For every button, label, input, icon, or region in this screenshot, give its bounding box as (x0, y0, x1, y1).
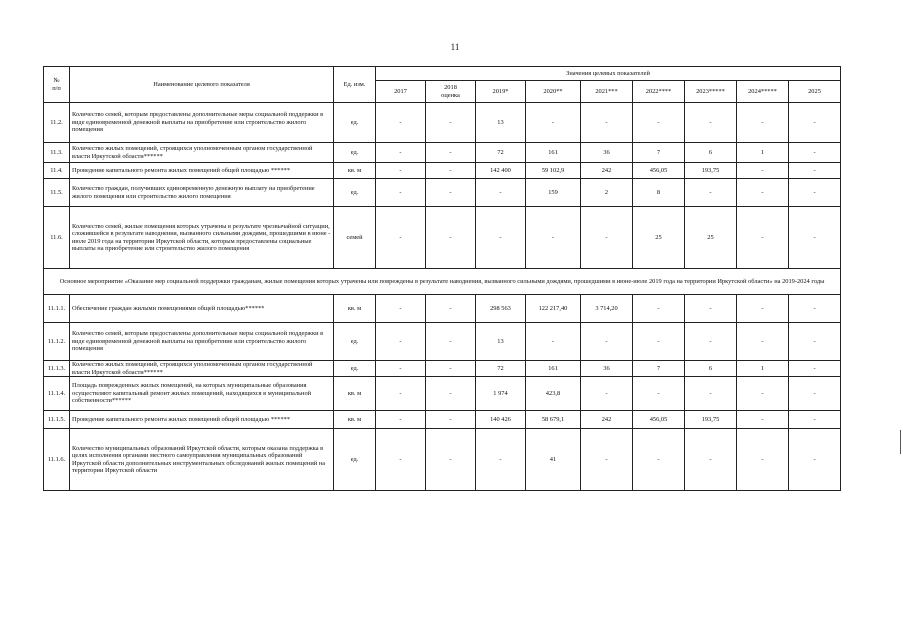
indicator-value: - (426, 295, 476, 323)
table-row (44, 361, 841, 377)
header-num: № п/п (44, 67, 70, 103)
indicator-name: Количество жилых помещений, строящихся уполномоченным органом государственной власти Иркутской области****** (70, 143, 334, 163)
header-year: 2023***** (685, 81, 737, 103)
row-number: 11.5. (44, 179, 70, 207)
header-values-title: Значения целевых показателей (376, 67, 841, 81)
unit-of-measure: ед. (334, 361, 376, 377)
indicator-value: 13 (476, 323, 526, 361)
indicator-name: Количество муниципальных образований Иркутской области, которым оказана поддержка в целях исполнения органами местного самоуправления муниципальных образований Иркутской области дополнительных инструментальных обследований жилых помещений на территории Иркутской области (70, 429, 334, 491)
indicator-value: - (685, 103, 737, 143)
indicator-value: - (376, 429, 426, 491)
indicator-value: 159 (526, 179, 581, 207)
table-row (44, 295, 841, 323)
header-year: 2025 (789, 81, 841, 103)
indicator-value: - (376, 163, 426, 179)
row-number: 11.3. (44, 143, 70, 163)
indicator-value: - (426, 361, 476, 377)
indicator-value: - (633, 429, 685, 491)
header-year: 2024***** (737, 81, 789, 103)
indicator-value: - (376, 361, 426, 377)
indicator-value: - (426, 207, 476, 269)
row-number: 11.2. (44, 103, 70, 143)
indicator-value: 6 (685, 143, 737, 163)
indicator-value: 7 (633, 143, 685, 163)
unit-of-measure: ед. (334, 103, 376, 143)
header-year: 2017 (376, 81, 426, 103)
table-row (44, 143, 841, 163)
indicator-value: - (581, 429, 633, 491)
header-year: 2020** (526, 81, 581, 103)
table-row (44, 323, 841, 361)
indicator-value: - (376, 179, 426, 207)
indicator-value: 25 (633, 207, 685, 269)
indicator-value: 161 (526, 143, 581, 163)
indicator-value: - (789, 179, 841, 207)
header-year: 2022**** (633, 81, 685, 103)
table-row (44, 429, 841, 491)
indicator-value: 456,05 (633, 163, 685, 179)
indicator-value: - (581, 323, 633, 361)
row-number: 11.1.4. (44, 377, 70, 411)
indicator-value: - (376, 143, 426, 163)
indicator-value: - (581, 377, 633, 411)
indicator-name: Обеспечение граждан жилыми помещениями общей площадью****** (70, 295, 334, 323)
unit-of-measure: кв. м (334, 377, 376, 411)
header-unit: Ед. изм. (334, 67, 376, 103)
indicator-value: - (737, 377, 789, 411)
indicator-value: - (581, 103, 633, 143)
indicator-name: Проведение капитального ремонта жилых помещений общей площадью ****** (70, 411, 334, 429)
row-number: 11.1.2. (44, 323, 70, 361)
row-number: 11.6. (44, 207, 70, 269)
table-row (44, 163, 841, 179)
indicator-value: 1 974 (476, 377, 526, 411)
header-year: 2019* (476, 81, 526, 103)
indicator-value: 1 (737, 361, 789, 377)
indicator-name: Количество жилых помещений, строящихся уполномоченным органом государственной власти Иркутской области****** (70, 361, 334, 377)
indicator-value: 161 (526, 361, 581, 377)
indicator-value: - (685, 179, 737, 207)
indicator-name: Количество семей, жилые помещения которых утрачены в результате чрезвычайной ситуации, сложившейся в результате наводнения, вызванного сильными дождями, прошедшими в июне - июле 2019 года на территории Иркутской области, которым предоставлены социальные выплаты на приобретение или строительство жилого помещения (70, 207, 334, 269)
indicator-value: 8 (633, 179, 685, 207)
table-row (44, 377, 841, 411)
table-row (44, 411, 841, 429)
indicator-value: - (426, 323, 476, 361)
indicator-value: - (426, 429, 476, 491)
indicator-value: - (789, 429, 841, 491)
scan-margin-mark (900, 430, 901, 454)
table-row (44, 207, 841, 269)
indicator-value: 7 (633, 361, 685, 377)
indicator-value: - (737, 411, 789, 429)
indicator-value: 6 (685, 361, 737, 377)
indicator-value: 25 (685, 207, 737, 269)
table-row (44, 103, 841, 143)
indicator-value: - (526, 103, 581, 143)
indicator-value: 423,8 (526, 377, 581, 411)
indicator-value: - (789, 377, 841, 411)
indicator-value: 142 400 (476, 163, 526, 179)
indicator-value: - (376, 411, 426, 429)
indicator-value: - (376, 295, 426, 323)
indicator-value: - (685, 323, 737, 361)
header-year: 2018 оценка (426, 81, 476, 103)
indicator-value: - (789, 207, 841, 269)
row-number: 11.1.6. (44, 429, 70, 491)
indicator-value: - (426, 411, 476, 429)
unit-of-measure: ед. (334, 323, 376, 361)
indicator-value: 41 (526, 429, 581, 491)
indicator-value: - (376, 377, 426, 411)
indicator-value: - (789, 411, 841, 429)
indicator-value: - (737, 295, 789, 323)
page-number: 11 (450, 42, 460, 52)
indicator-value: - (789, 323, 841, 361)
indicator-value: - (685, 295, 737, 323)
section-row (44, 269, 841, 295)
row-number: 11.1.3. (44, 361, 70, 377)
indicator-value: 3 714,20 (581, 295, 633, 323)
unit-of-measure: кв. м (334, 411, 376, 429)
indicator-name: Количество семей, которым предоставлены дополнительные меры социальной поддержки в виде единовременной денежной выплаты на приобретение или строительство жилого помещения (70, 323, 334, 361)
indicator-name: Площадь поврежденных жилых помещений, на которых муниципальные образования осуществляют капитальный ремонт жилых помещений, находящихся в муниципальной собственности****** (70, 377, 334, 411)
indicator-value: 242 (581, 411, 633, 429)
indicator-value: - (789, 143, 841, 163)
indicator-value: 36 (581, 143, 633, 163)
indicator-value: - (685, 377, 737, 411)
indicator-value: - (789, 295, 841, 323)
indicator-value: - (376, 323, 426, 361)
indicator-value: - (633, 295, 685, 323)
indicator-value: - (476, 179, 526, 207)
indicator-name: Количество семей, которым предоставлены дополнительные меры социальной поддержки в виде единовременной денежной выплаты на приобретение или строительство жилого помещения (70, 103, 334, 143)
indicator-value: - (581, 207, 633, 269)
indicator-value: 298 563 (476, 295, 526, 323)
indicator-name: Проведение капитального ремонта жилых помещений общей площадью ****** (70, 163, 334, 179)
unit-of-measure: кв. м (334, 163, 376, 179)
indicator-value: - (789, 163, 841, 179)
indicator-value: - (426, 377, 476, 411)
indicator-value: 36 (581, 361, 633, 377)
indicator-value: - (426, 179, 476, 207)
indicator-value: 140 426 (476, 411, 526, 429)
indicator-name: Количество граждан, получивших единовременную денежную выплату на приобретение жилого помещения или строительство жилого помещения (70, 179, 334, 207)
header-name: Наименование целевого показателя (70, 67, 334, 103)
indicator-value: - (737, 429, 789, 491)
indicator-value: - (376, 103, 426, 143)
indicator-value: - (737, 103, 789, 143)
indicator-value: 1 (737, 143, 789, 163)
indicator-value: - (737, 323, 789, 361)
row-number: 11.1.1. (44, 295, 70, 323)
indicator-value: 2 (581, 179, 633, 207)
indicator-value: 193,75 (685, 411, 737, 429)
indicator-value: - (633, 377, 685, 411)
indicator-value: - (376, 207, 426, 269)
indicator-value: - (426, 143, 476, 163)
indicator-value: - (526, 323, 581, 361)
indicator-value: - (476, 429, 526, 491)
unit-of-measure: ед. (334, 143, 376, 163)
indicator-value: 242 (581, 163, 633, 179)
indicator-value: - (737, 163, 789, 179)
section-title: Основное мероприятие «Оказание мер социальной поддержки гражданам, жилые помещения которых утрачены или повреждены в результате наводнения, вызванного сильными дождями, прошедшими в июне-июле 2019 года на территории Иркутской области» на 2019-2024 годы (44, 269, 841, 295)
indicator-value: 456,05 (633, 411, 685, 429)
indicator-value: - (633, 323, 685, 361)
row-number: 11.1.5. (44, 411, 70, 429)
indicator-value: - (633, 103, 685, 143)
header-year: 2021*** (581, 81, 633, 103)
indicator-value: 13 (476, 103, 526, 143)
indicator-value: - (789, 361, 841, 377)
indicator-value: 58 679,1 (526, 411, 581, 429)
unit-of-measure: кв. м (334, 295, 376, 323)
indicator-value: 122 217,40 (526, 295, 581, 323)
unit-of-measure: ед. (334, 179, 376, 207)
table-row (44, 179, 841, 207)
indicator-value: 72 (476, 143, 526, 163)
row-number: 11.4. (44, 163, 70, 179)
indicator-value: - (476, 207, 526, 269)
indicator-value: - (426, 103, 476, 143)
unit-of-measure: семей (334, 207, 376, 269)
indicator-value: 59 102,9 (526, 163, 581, 179)
unit-of-measure: ед. (334, 429, 376, 491)
indicator-value: - (526, 207, 581, 269)
indicator-value: - (737, 207, 789, 269)
indicator-value: - (426, 163, 476, 179)
indicator-value: 193,75 (685, 163, 737, 179)
indicator-value: - (789, 103, 841, 143)
indicator-value: - (685, 429, 737, 491)
target-indicators-table (43, 66, 841, 491)
indicator-value: 72 (476, 361, 526, 377)
indicator-value: - (737, 179, 789, 207)
